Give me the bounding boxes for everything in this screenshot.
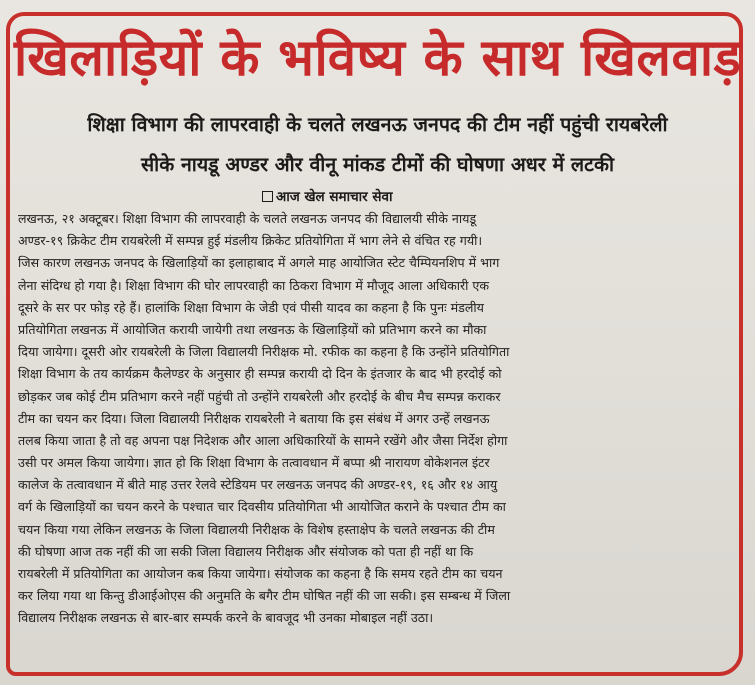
- subheadline-2: सीके नायडू अण्डर और वीनू मांकड टीमों की घोषणा अधर में लटकी: [140, 153, 615, 176]
- subheadline-1: शिक्षा विभाग की लापरवाही के चलते लखनऊ जनपद की टीम नहीं पहुंची रायबरेली: [87, 113, 668, 136]
- article-body: [18, 208, 730, 630]
- body-line: दिया जायेगा। दूसरी ओर रायबरेली के जिला विद्यालयी निरीक्षक मो. रफीक का कहना है कि उन्होंने प्रतियोगिता: [18, 344, 510, 360]
- body-line: दूसरे के सर पर फोड़ रहे हैं। हालांकि शिक्षा विभाग के जेडी एवं पीसी यादव का कहना है कि पुनः मंडलीय: [18, 299, 484, 315]
- body-line: तलब किया जाता है तो वह अपना पक्ष निदेशक और आला अधिकारियों के सामने रखेंगे और जैसा निर्देश होगा: [18, 432, 508, 448]
- square-bullet-icon: [262, 191, 273, 202]
- body-line: वर्ग के खिलाड़ियों का चयन करने के पश्चात चार दिवसीय प्रतियोगिता भी आयोजित कराने के पश्चात टीम का: [18, 499, 506, 515]
- body-line: की घोषणा आज तक नहीं की जा सकी जिला विद्यालय निरीक्षक और संयोजक को पता ही नहीं था कि: [18, 543, 474, 559]
- body-line: कालेज के तत्वावधान में बीते माह उत्तर रेलवे स्टेडियम पर लखनऊ जनपद की अण्डर-१९, १६ और १४ आयु: [18, 477, 498, 493]
- body-line: विद्यालय निरीक्षक लखनऊ से बार-बार सम्पर्क करने के बावजूद भी उनका मोबाइल नहीं उठा।: [18, 610, 434, 626]
- byline: [262, 186, 393, 208]
- body-line: छोड़कर जब कोई टीम प्रतिभाग करने नहीं पहुंची तो उन्होंने रायबरेली और हरदोई के बीच मैच सम्पन्न कराकर: [18, 388, 501, 404]
- body-line: कर लिया गया था किन्तु डीआईओएस की अनुमति के बगैर टीम घोषित नहीं की जा सकी। इस सम्बन्ध में जिला: [18, 588, 511, 604]
- headline: खिलाड़ियों के भविष्य के साथ खिलवाड़: [14, 29, 742, 88]
- body-line: टीम का चयन कर दिया। जिला विद्यालयी निरीक्षक रायबरेली ने बताया कि इस संबंध में अगर उन्हें लखनऊ: [18, 410, 490, 426]
- body-line: चयन किया गया लेकिन लखनऊ के जिला विद्यालयी निरीक्षक के विशेष हस्ताक्षेप के चलते लखनऊ की टीम: [18, 521, 495, 537]
- byline-text: आज खेल समाचार सेवा: [276, 189, 393, 205]
- body-line: प्रतियोगिता लखनऊ में आयोजित करायी जायेगी तथा लखनऊ के खिलाड़ियों को प्रतिभाग करने का मौका: [18, 321, 487, 337]
- body-line: रायबरेली में प्रतियोगिता का आयोजन कब किया जायेगा। संयोजक का कहना है कि समय रहते टीम का चयन: [18, 566, 503, 581]
- body-line: जिस कारण लखनऊ जनपद के खिलाड़ियों का इलाहाबाद में अगले माह आयोजित स्टेट चैम्पियनशिप में भाग: [18, 255, 500, 271]
- body-line: उसी पर अमल किया जायेगा। ज्ञात हो कि शिक्षा विभाग के तत्वावधान में बप्पा श्री नारायण वोकेशनल इंटर: [18, 455, 490, 471]
- body-line: लेना संदिग्ध हो गया है। शिक्षा विभाग की घोर लापरवाही का ठिकरा विभाग में मौजूद आला अधिकारी एक: [18, 277, 490, 293]
- body-line: लखनऊ, २१ अक्टूबर। शिक्षा विभाग की लापरवाही के चलते लखनऊ जनपद की विद्यालयी सीके नायडू: [18, 211, 477, 226]
- body-line: अण्डर-१९ क्रिकेट टीम रायबरेली में सम्पन्न हुई मंडलीय क्रिकेट प्रतियोगिता में भाग लेने से वंचित रह गयी।: [18, 233, 483, 249]
- body-line: शिक्षा विभाग के तय कार्यक्रम कैलेण्डर के अनुसार ही सम्पन्न करायी दो दिन के इंतजार के बाद भी हरदोई को: [18, 366, 502, 382]
